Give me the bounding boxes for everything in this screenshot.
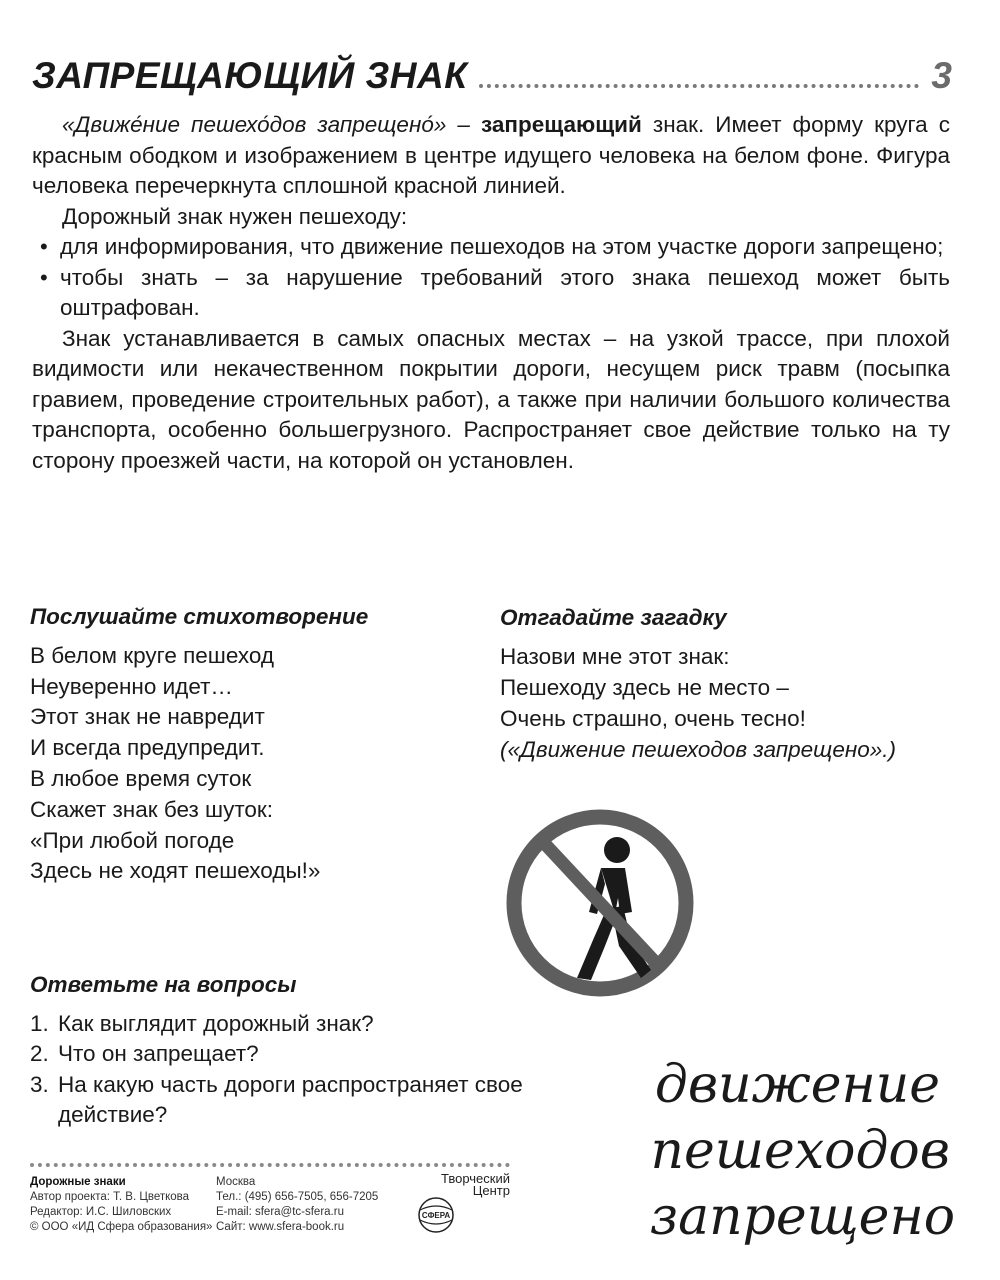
questions-title: Ответьте на вопросы (30, 972, 297, 997)
poem-line: И всегда предупредит. (30, 735, 265, 761)
riddle-line: Пешеходу здесь не место – (500, 675, 789, 700)
footer-line: Редактор: И.С. Шиловских (30, 1206, 172, 1218)
footer-line: Сайт: www.sfera-book.ru (216, 1221, 345, 1233)
intro-paragraph-2: Дорожный знак нужен пешеходу: (62, 203, 408, 229)
poem-line: Этот знак не навредит (30, 704, 265, 730)
logo-text: Центр (472, 1183, 510, 1198)
footer-line: Дорожные знаки (30, 1176, 126, 1188)
cursive-word: пешеходов (650, 1121, 950, 1181)
riddle-answer: («Движение пешеходов запрещено».) (500, 737, 897, 762)
list-item (30, 1009, 570, 1040)
intro-bullet-list (32, 232, 950, 324)
footer-line: E-mail: sfera@tc-sfera.ru (216, 1206, 344, 1218)
logo-word: СФЕРА (421, 1211, 451, 1220)
riddle-line: Очень страшно, очень тесно! (500, 706, 806, 731)
question-number: 3. (30, 1071, 49, 1097)
footer-line: Москва (216, 1176, 256, 1188)
sign-name-italic: «Движе́ние пешехо́дов запрещено́» – (62, 112, 470, 137)
intro-text (32, 110, 950, 476)
sphere-logo-icon (414, 1196, 458, 1234)
list-item: • чтобы знать – за нарушение требований этого знака пешеход может быть оштрафован. (32, 263, 950, 324)
cursive-word: движение (654, 1055, 940, 1115)
sign-type-bold: запрещающий (480, 112, 642, 137)
question-number: 2. (30, 1041, 49, 1066)
footer-line: © ООО «ИД Сфера образования» (30, 1221, 213, 1233)
footer-contacts (216, 1175, 378, 1235)
poem-line: «При любой погоде (30, 827, 235, 853)
page-header (32, 44, 952, 94)
poem-section (30, 602, 480, 887)
intro-paragraph-3: Знак устанавливается в самых опасных местах – на узкой трассе, при плохой видимости или некачественном покрытии дороги, несущем риск травм (посыпка гравием, проведение строительных работ), а также при наличии большого количества транспорта, особенно большегрузного. Распространяет свое действие только на ту сторону проезжей части, на которой он установлен. (32, 325, 950, 473)
question-text: На какую часть дороги распространяет свое действие? (58, 1071, 523, 1127)
page-title: ЗАПРЕЩАЮЩИЙ ЗНАК (32, 55, 468, 96)
logo-text: Творческий (440, 1171, 510, 1186)
question-text: Как выглядит дорожный знак? (58, 1010, 374, 1036)
poem-line: В белом круге пешеход (30, 642, 275, 668)
cursive-caption-drawing (640, 1050, 970, 1250)
poem-line: Неуверенно идет… (30, 673, 233, 699)
page-number: 3 (931, 55, 952, 96)
footer-line: Автор проекта: Т. В. Цветкова (30, 1191, 190, 1203)
footer-line: Тел.: (495) 656-7505, 656-7205 (216, 1191, 379, 1203)
poem-line: Скажет знак без шуток: (30, 796, 274, 822)
footer-divider (30, 1163, 510, 1167)
question-text: Что он запрещает? (58, 1041, 259, 1066)
riddle-line: Назови мне этот знак: (500, 644, 730, 669)
footer-imprint (30, 1175, 212, 1235)
header-dotted-leader (479, 83, 919, 88)
questions-list (30, 1009, 570, 1131)
intro-paragraph-1-rest: знак. Имеет форму круга с красным ободком и изображением в центре идущего человека на белом фоне. Фигура человека перечеркнута сплошной красной линией. (32, 112, 950, 198)
cursive-word: запрещено (649, 1187, 955, 1247)
riddle-section (500, 602, 970, 765)
poem-line: В любое время суток (30, 765, 252, 791)
cursive-caption (640, 1050, 970, 1250)
questions-section (30, 970, 570, 1131)
riddle-title: Отгадайте загадку (500, 605, 727, 630)
list-item (30, 1070, 570, 1131)
intro-paragraph-1 (32, 110, 950, 202)
list-item (30, 1039, 570, 1070)
publisher-logo (414, 1172, 514, 1232)
list-item: • для информирования, что движение пешеходов на этом участке дороги запрещено; (32, 232, 950, 263)
poem-title: Послушайте стихотворение (30, 604, 369, 629)
poem-line: Здесь не ходят пешеходы!» (30, 858, 321, 884)
question-number: 1. (30, 1010, 49, 1036)
